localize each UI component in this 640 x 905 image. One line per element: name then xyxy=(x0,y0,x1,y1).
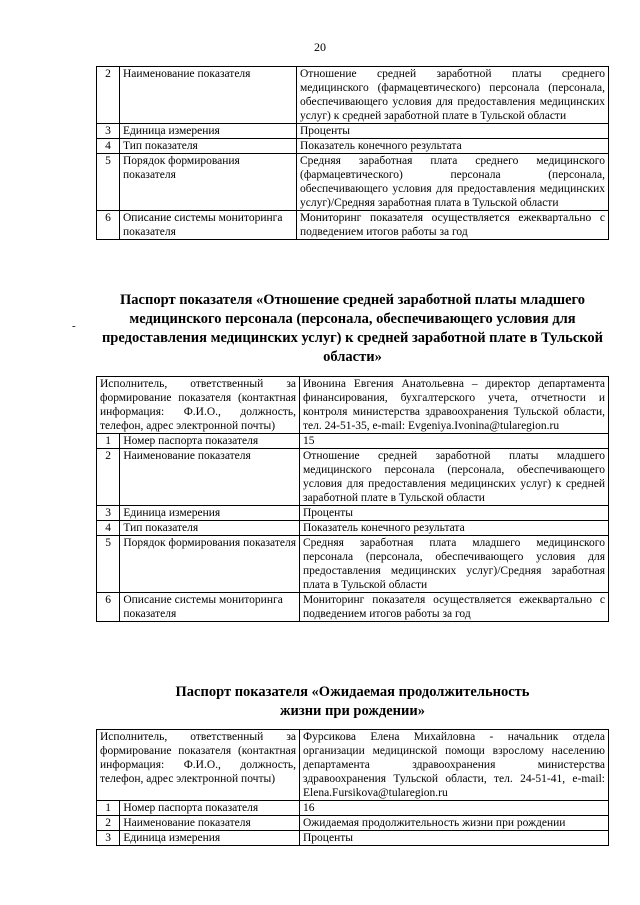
section-title-passport-15: Паспорт показателя «Отношение средней заработной платы младшего медицинского персонала (персонала, обеспечивающего условия для предоставления медицинских услуг) к средней заработной плате в Тульской области» xyxy=(101,292,604,365)
table-row xyxy=(97,506,609,521)
executor-value: Ивонина Евгения Анатольевна – директор департамента финансирования, бухгалтерского учета, отчетности и контроля министерства здравоохранения Тульской области, тел. 24-51-35, e-mail: Evgeniya.Ivonina@tularegion.ru xyxy=(300,377,609,434)
row-value: Отношение средней заработной платы младшего медицинского персонала (персонала, обеспечивающего условия для предоставления медицинских услуг) к средней заработной плате в Тульской области xyxy=(300,449,609,506)
executor-label: Исполнитель, ответственный за формирование показателя (контактная информация: Ф.И.О., должность, телефон, адрес электронной почты) xyxy=(97,730,300,801)
row-number: 3 xyxy=(97,124,120,139)
table-row xyxy=(97,211,609,240)
table-row xyxy=(97,801,609,816)
row-label: Единица измерения xyxy=(120,124,297,139)
table-row xyxy=(97,154,609,211)
row-number: 3 xyxy=(97,831,120,846)
row-label: Единица измерения xyxy=(120,831,300,846)
executor-label: Исполнитель, ответственный за формирование показателя (контактная информация: Ф.И.О., должность, телефон, адрес электронной почты) xyxy=(97,377,300,434)
table-row xyxy=(97,434,609,449)
indicator-table-16 xyxy=(96,729,609,846)
row-value: Проценты xyxy=(297,124,609,139)
row-number: 4 xyxy=(97,139,120,154)
row-label: Наименование показателя xyxy=(120,449,300,506)
row-number: 4 xyxy=(97,521,120,536)
row-value: Мониторинг показателя осуществляется ежеквартально с подведением итогов работы за год xyxy=(297,211,609,240)
indicator-table-continued xyxy=(96,66,609,240)
table-row xyxy=(97,536,609,593)
executor-value: Фурсикова Елена Михайловна - начальник отдела организации медицинской помощи взрослому населению департамента здравоохранения министерства здравоохранения Тульской области, тел. 24-51-41, e-mail: Elena.Fursikova@tularegion.ru xyxy=(300,730,609,801)
row-label: Наименование показателя xyxy=(120,67,297,124)
row-number: 1 xyxy=(97,801,120,816)
row-number: 2 xyxy=(97,449,120,506)
table-row xyxy=(97,67,609,124)
row-label: Порядок формирования показателя xyxy=(120,154,297,211)
row-number: 6 xyxy=(97,593,120,622)
row-number: 5 xyxy=(97,154,120,211)
table-row xyxy=(97,139,609,154)
row-label: Тип показателя xyxy=(120,139,297,154)
row-number: 6 xyxy=(97,211,120,240)
row-label: Номер паспорта показателя xyxy=(120,434,300,449)
row-label: Описание системы мониторинга показателя xyxy=(120,211,297,240)
row-value: Показатель конечного результата xyxy=(297,139,609,154)
table-row xyxy=(97,124,609,139)
row-number: 2 xyxy=(97,67,120,124)
row-value: Средняя заработная плата младшего медицинского персонала (персонала, обеспечивающего условия для предоставления медицинских услуг)/Средняя заработная плата в Тульской области xyxy=(300,536,609,593)
row-value: Показатель конечного результата xyxy=(300,521,609,536)
row-number: 5 xyxy=(97,536,120,593)
row-value: Проценты xyxy=(300,831,609,846)
indicator-table-15 xyxy=(96,376,609,622)
row-value: Отношение средней заработной платы среднего медицинского (фармацевтического) персонала (персонала, обеспечивающего условия для предоставления медицинских услуг) к средней заработной плате в Тульской области xyxy=(297,67,609,124)
row-value: 15 xyxy=(300,434,609,449)
row-number: 2 xyxy=(97,816,120,831)
row-number: 1 xyxy=(97,434,120,449)
row-label: Тип показателя xyxy=(120,521,300,536)
row-label: Порядок формирования показателя xyxy=(120,536,300,593)
table-row xyxy=(97,831,609,846)
row-value: Средняя заработная плата среднего медицинского (фармацевтического) персонала (персонала, обеспечивающего условия для предоставления медицинских услуг)/Средняя заработная плата в Тульской области xyxy=(297,154,609,211)
row-value: 16 xyxy=(300,801,609,816)
executor-row xyxy=(97,377,609,434)
executor-row xyxy=(97,730,609,801)
row-number: 3 xyxy=(97,506,120,521)
page-number: 20 xyxy=(314,40,326,54)
table-row xyxy=(97,593,609,622)
row-value: Проценты xyxy=(300,506,609,521)
row-label: Описание системы мониторинга показателя xyxy=(120,593,300,622)
row-value: Мониторинг показателя осуществляется ежеквартально с подведением итогов работы за год xyxy=(300,593,609,622)
row-label: Наименование показателя xyxy=(120,816,300,831)
row-label: Номер паспорта показателя xyxy=(120,801,300,816)
table-row xyxy=(97,449,609,506)
table-row xyxy=(97,521,609,536)
stray-mark: - xyxy=(72,320,76,332)
row-label: Единица измерения xyxy=(120,506,300,521)
section-title-passport-16: Паспорт показателя «Ожидаемая продолжительность жизни при рождении» xyxy=(175,684,530,719)
table-row xyxy=(97,816,609,831)
row-value: Ожидаемая продолжительность жизни при рождении xyxy=(300,816,609,831)
